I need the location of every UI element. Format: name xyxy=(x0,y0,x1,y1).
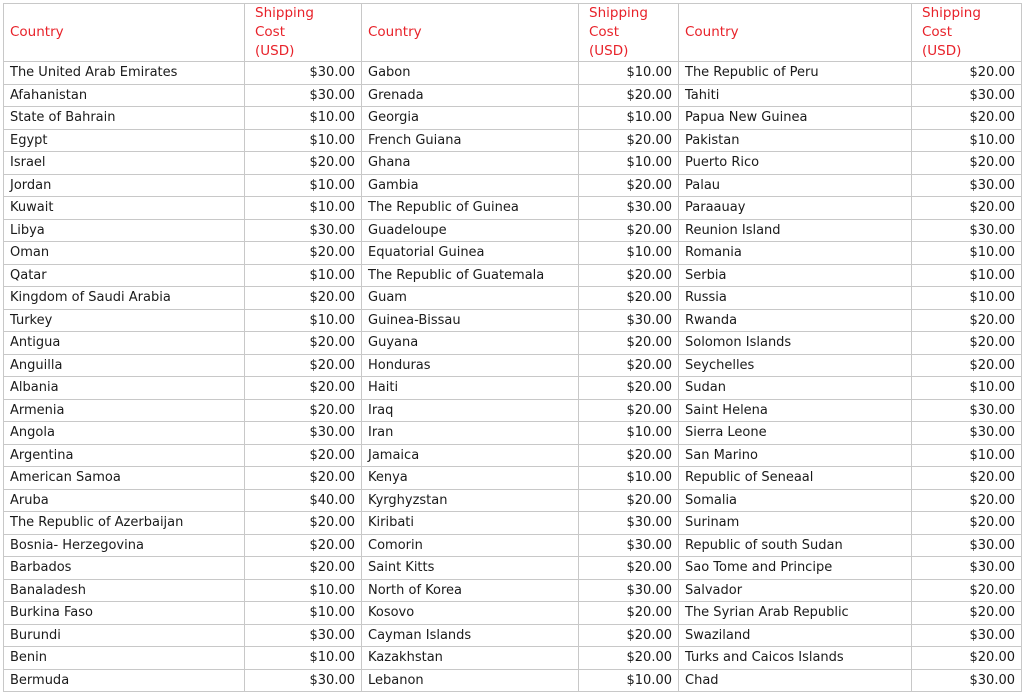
country-cell: Papua New Guinea xyxy=(679,107,912,130)
shipping-cost-cell: $30.00 xyxy=(245,219,362,242)
shipping-cost-cell: $20.00 xyxy=(245,512,362,535)
shipping-cost-header-line: Shipping Cost xyxy=(255,5,314,40)
shipping-cost-cell: $20.00 xyxy=(245,467,362,490)
table-row xyxy=(4,332,1022,355)
table-row xyxy=(4,107,1022,130)
shipping-cost-cell: $30.00 xyxy=(579,512,679,535)
country-cell: Salvador xyxy=(679,579,912,602)
country-cell: French Guiana xyxy=(362,129,579,152)
country-cell: The Republic of Peru xyxy=(679,62,912,85)
shipping-cost-cell: $20.00 xyxy=(245,557,362,580)
country-cell: Sudan xyxy=(679,377,912,400)
shipping-cost-cell: $20.00 xyxy=(579,399,679,422)
shipping-cost-cell: $20.00 xyxy=(245,399,362,422)
shipping-cost-cell: $10.00 xyxy=(912,287,1022,310)
shipping-cost-header-line: (USD) xyxy=(589,43,629,59)
shipping-cost-cell: $30.00 xyxy=(912,219,1022,242)
shipping-cost-cell: $10.00 xyxy=(245,107,362,130)
country-cell: Libya xyxy=(4,219,245,242)
country-cell: State of Bahrain xyxy=(4,107,245,130)
shipping-cost-cell: $30.00 xyxy=(912,669,1022,692)
country-cell: Republic of Seneaal xyxy=(679,467,912,490)
shipping-cost-cell: $20.00 xyxy=(912,489,1022,512)
country-cell: Oman xyxy=(4,242,245,265)
country-cell: Paraauay xyxy=(679,197,912,220)
shipping-cost-cell: $20.00 xyxy=(579,129,679,152)
table-row xyxy=(4,129,1022,152)
country-cell: Qatar xyxy=(4,264,245,287)
country-cell: Haiti xyxy=(362,377,579,400)
country-cell: Chad xyxy=(679,669,912,692)
table-row xyxy=(4,669,1022,692)
shipping-cost-header-line: (USD) xyxy=(255,43,295,59)
table-row xyxy=(4,534,1022,557)
country-cell: Saint Helena xyxy=(679,399,912,422)
shipping-cost-cell: $10.00 xyxy=(245,174,362,197)
country-cell: Georgia xyxy=(362,107,579,130)
shipping-cost-cell: $10.00 xyxy=(912,129,1022,152)
country-cell: American Samoa xyxy=(4,467,245,490)
country-cell: The Syrian Arab Republic xyxy=(679,602,912,625)
shipping-cost-header xyxy=(579,4,679,62)
country-cell: Antigua xyxy=(4,332,245,355)
country-cell: Angola xyxy=(4,422,245,445)
shipping-cost-cell: $30.00 xyxy=(579,534,679,557)
country-cell: Kenya xyxy=(362,467,579,490)
country-cell: Kyrghyzstan xyxy=(362,489,579,512)
shipping-cost-cell: $30.00 xyxy=(912,174,1022,197)
country-cell: Palau xyxy=(679,174,912,197)
country-cell: Romania xyxy=(679,242,912,265)
shipping-cost-cell: $30.00 xyxy=(912,534,1022,557)
table-row xyxy=(4,602,1022,625)
shipping-cost-cell: $10.00 xyxy=(579,467,679,490)
table-row xyxy=(4,579,1022,602)
shipping-cost-cell: $20.00 xyxy=(912,152,1022,175)
table-row xyxy=(4,422,1022,445)
shipping-cost-cell: $30.00 xyxy=(579,197,679,220)
shipping-cost-header xyxy=(245,4,362,62)
table-row xyxy=(4,152,1022,175)
shipping-cost-cell: $20.00 xyxy=(912,602,1022,625)
country-cell: Guadeloupe xyxy=(362,219,579,242)
table-row xyxy=(4,512,1022,535)
shipping-cost-cell: $40.00 xyxy=(245,489,362,512)
shipping-cost-cell: $30.00 xyxy=(245,62,362,85)
country-cell: Jamaica xyxy=(362,444,579,467)
country-cell: Iraq xyxy=(362,399,579,422)
shipping-cost-cell: $20.00 xyxy=(579,624,679,647)
shipping-cost-cell: $30.00 xyxy=(912,399,1022,422)
table-row xyxy=(4,624,1022,647)
country-header: Country xyxy=(4,4,245,62)
table-row xyxy=(4,377,1022,400)
shipping-cost-cell: $10.00 xyxy=(579,242,679,265)
shipping-cost-cell: $10.00 xyxy=(912,242,1022,265)
country-cell: Guyana xyxy=(362,332,579,355)
shipping-cost-cell: $10.00 xyxy=(245,309,362,332)
shipping-cost-cell: $30.00 xyxy=(245,422,362,445)
shipping-cost-cell: $20.00 xyxy=(912,309,1022,332)
country-cell: Guinea-Bissau xyxy=(362,309,579,332)
country-cell: Tahiti xyxy=(679,84,912,107)
country-cell: Iran xyxy=(362,422,579,445)
shipping-cost-cell: $10.00 xyxy=(245,647,362,670)
shipping-cost-cell: $20.00 xyxy=(579,647,679,670)
country-cell: Swaziland xyxy=(679,624,912,647)
table-row xyxy=(4,467,1022,490)
shipping-cost-cell: $20.00 xyxy=(912,107,1022,130)
country-cell: Burundi xyxy=(4,624,245,647)
shipping-cost-cell: $20.00 xyxy=(245,332,362,355)
shipping-cost-cell: $30.00 xyxy=(912,557,1022,580)
shipping-cost-cell: $20.00 xyxy=(579,354,679,377)
country-cell: Kingdom of Saudi Arabia xyxy=(4,287,245,310)
country-header: Country xyxy=(362,4,579,62)
shipping-cost-cell: $10.00 xyxy=(912,444,1022,467)
shipping-cost-cell: $20.00 xyxy=(912,354,1022,377)
shipping-cost-cell: $20.00 xyxy=(912,467,1022,490)
shipping-cost-header-line: Shipping Cost xyxy=(922,5,981,40)
shipping-cost-cell: $10.00 xyxy=(912,264,1022,287)
shipping-cost-cell: $10.00 xyxy=(579,669,679,692)
country-cell: Rwanda xyxy=(679,309,912,332)
country-cell: San Marino xyxy=(679,444,912,467)
shipping-cost-cell: $20.00 xyxy=(245,534,362,557)
country-cell: Gambia xyxy=(362,174,579,197)
country-cell: Republic of south Sudan xyxy=(679,534,912,557)
table-row xyxy=(4,62,1022,85)
shipping-cost-cell: $10.00 xyxy=(579,422,679,445)
shipping-cost-cell: $20.00 xyxy=(579,602,679,625)
shipping-cost-cell: $20.00 xyxy=(912,647,1022,670)
country-cell: Serbia xyxy=(679,264,912,287)
table-row xyxy=(4,264,1022,287)
country-cell: Surinam xyxy=(679,512,912,535)
country-cell: Albania xyxy=(4,377,245,400)
country-cell: Turks and Caicos Islands xyxy=(679,647,912,670)
shipping-cost-cell: $10.00 xyxy=(579,107,679,130)
table-row xyxy=(4,489,1022,512)
shipping-cost-cell: $20.00 xyxy=(579,219,679,242)
country-cell: Jordan xyxy=(4,174,245,197)
country-cell: Banaladesh xyxy=(4,579,245,602)
country-cell: Aruba xyxy=(4,489,245,512)
shipping-cost-cell: $10.00 xyxy=(245,264,362,287)
table-row xyxy=(4,354,1022,377)
country-cell: Comorin xyxy=(362,534,579,557)
shipping-cost-cell: $30.00 xyxy=(245,669,362,692)
shipping-cost-cell: $20.00 xyxy=(245,354,362,377)
country-cell: The Republic of Guatemala xyxy=(362,264,579,287)
country-cell: Kuwait xyxy=(4,197,245,220)
country-cell: Israel xyxy=(4,152,245,175)
country-cell: Seychelles xyxy=(679,354,912,377)
shipping-cost-header-line: Cost xyxy=(589,24,620,40)
table-row xyxy=(4,84,1022,107)
country-cell: Ghana xyxy=(362,152,579,175)
country-cell: Argentina xyxy=(4,444,245,467)
shipping-cost-header-line: Shipping xyxy=(589,5,648,21)
country-cell: Turkey xyxy=(4,309,245,332)
country-cell: Afahanistan xyxy=(4,84,245,107)
shipping-cost-cell: $30.00 xyxy=(245,624,362,647)
table-row xyxy=(4,219,1022,242)
shipping-cost-cell: $20.00 xyxy=(245,242,362,265)
table-row xyxy=(4,444,1022,467)
shipping-cost-cell: $20.00 xyxy=(912,579,1022,602)
country-cell: Lebanon xyxy=(362,669,579,692)
shipping-cost-cell: $20.00 xyxy=(912,332,1022,355)
country-cell: Kiribati xyxy=(362,512,579,535)
country-cell: North of Korea xyxy=(362,579,579,602)
table-body xyxy=(4,62,1022,692)
shipping-cost-cell: $30.00 xyxy=(579,309,679,332)
country-cell: Egypt xyxy=(4,129,245,152)
shipping-cost-cell: $10.00 xyxy=(579,62,679,85)
shipping-cost-cell: $20.00 xyxy=(245,152,362,175)
shipping-cost-header xyxy=(912,4,1022,62)
shipping-cost-header-line: (USD) xyxy=(922,43,962,59)
country-cell: Saint Kitts xyxy=(362,557,579,580)
country-cell: Benin xyxy=(4,647,245,670)
shipping-cost-cell: $20.00 xyxy=(912,512,1022,535)
shipping-cost-cell: $30.00 xyxy=(912,84,1022,107)
shipping-cost-cell: $30.00 xyxy=(245,84,362,107)
table-row xyxy=(4,399,1022,422)
table-row xyxy=(4,174,1022,197)
country-cell: Reunion Island xyxy=(679,219,912,242)
shipping-cost-cell: $20.00 xyxy=(912,62,1022,85)
shipping-cost-cell: $20.00 xyxy=(579,557,679,580)
country-cell: Somalia xyxy=(679,489,912,512)
shipping-cost-cell: $20.00 xyxy=(579,377,679,400)
country-cell: Grenada xyxy=(362,84,579,107)
shipping-cost-cell: $20.00 xyxy=(579,84,679,107)
table-row xyxy=(4,647,1022,670)
table-row xyxy=(4,242,1022,265)
country-cell: Cayman Islands xyxy=(362,624,579,647)
shipping-cost-cell: $30.00 xyxy=(912,624,1022,647)
shipping-cost-cell: $20.00 xyxy=(579,332,679,355)
shipping-cost-cell: $20.00 xyxy=(245,377,362,400)
country-cell: Equatorial Guinea xyxy=(362,242,579,265)
country-cell: Sierra Leone xyxy=(679,422,912,445)
country-cell: Pakistan xyxy=(679,129,912,152)
country-cell: Puerto Rico xyxy=(679,152,912,175)
shipping-cost-cell: $20.00 xyxy=(579,287,679,310)
country-cell: Armenia xyxy=(4,399,245,422)
table-row xyxy=(4,309,1022,332)
shipping-cost-cell: $20.00 xyxy=(245,444,362,467)
country-cell: Russia xyxy=(679,287,912,310)
shipping-cost-cell: $10.00 xyxy=(912,377,1022,400)
country-header: Country xyxy=(679,4,912,62)
shipping-cost-cell: $20.00 xyxy=(579,264,679,287)
country-cell: The United Arab Emirates xyxy=(4,62,245,85)
country-cell: Guam xyxy=(362,287,579,310)
shipping-cost-cell: $10.00 xyxy=(245,129,362,152)
shipping-cost-cell: $10.00 xyxy=(245,579,362,602)
table-row xyxy=(4,197,1022,220)
shipping-cost-table xyxy=(3,3,1022,692)
table-header-row xyxy=(4,4,1022,62)
country-cell: Bermuda xyxy=(4,669,245,692)
country-cell: The Republic of Azerbaijan xyxy=(4,512,245,535)
country-cell: Honduras xyxy=(362,354,579,377)
shipping-cost-cell: $20.00 xyxy=(579,489,679,512)
shipping-cost-cell: $10.00 xyxy=(245,197,362,220)
table-row xyxy=(4,287,1022,310)
shipping-cost-cell: $30.00 xyxy=(912,422,1022,445)
country-cell: Gabon xyxy=(362,62,579,85)
country-cell: Burkina Faso xyxy=(4,602,245,625)
shipping-cost-cell: $20.00 xyxy=(245,287,362,310)
table-row xyxy=(4,557,1022,580)
shipping-cost-cell: $10.00 xyxy=(579,152,679,175)
country-cell: Bosnia- Herzegovina xyxy=(4,534,245,557)
shipping-cost-cell: $20.00 xyxy=(579,174,679,197)
shipping-cost-cell: $20.00 xyxy=(579,444,679,467)
country-cell: Kosovo xyxy=(362,602,579,625)
country-cell: Barbados xyxy=(4,557,245,580)
country-cell: Kazakhstan xyxy=(362,647,579,670)
country-cell: Sao Tome and Principe xyxy=(679,557,912,580)
shipping-cost-cell: $10.00 xyxy=(245,602,362,625)
country-cell: Solomon Islands xyxy=(679,332,912,355)
shipping-cost-cell: $30.00 xyxy=(579,579,679,602)
country-cell: The Republic of Guinea xyxy=(362,197,579,220)
shipping-cost-cell: $20.00 xyxy=(912,197,1022,220)
country-cell: Anguilla xyxy=(4,354,245,377)
